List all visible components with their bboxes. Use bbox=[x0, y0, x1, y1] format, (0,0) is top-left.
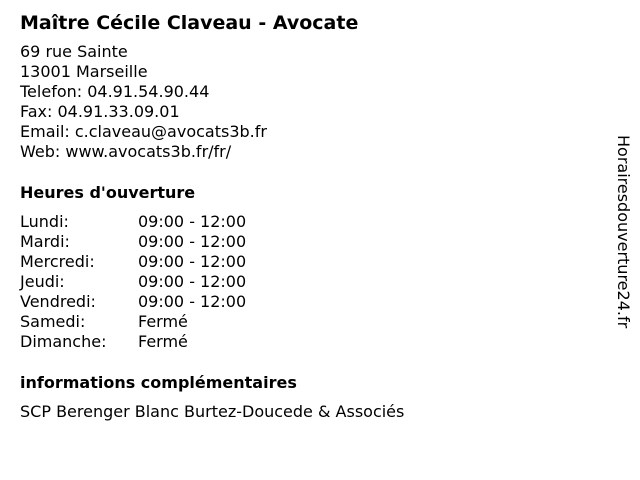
contact-block bbox=[20, 42, 600, 162]
hours-day: Mardi: bbox=[20, 232, 70, 251]
hours-row-samedi bbox=[20, 312, 600, 332]
hours-row-lundi bbox=[20, 212, 600, 232]
fax-number: Fax: 04.91.33.09.01 bbox=[20, 102, 180, 121]
hours-row-dimanche bbox=[20, 332, 600, 352]
hours-time: 09:00 - 12:00 bbox=[138, 212, 247, 231]
hours-time: Fermé bbox=[138, 312, 188, 331]
hours-day: Dimanche: bbox=[20, 332, 107, 351]
additional-info-text: SCP Berenger Blanc Burtez-Doucede & Associés bbox=[20, 402, 405, 421]
hours-day: Samedi: bbox=[20, 312, 86, 331]
hours-day: Lundi: bbox=[20, 212, 69, 231]
business-card bbox=[20, 10, 600, 422]
hours-time: Fermé bbox=[138, 332, 188, 351]
hours-row-vendredi bbox=[20, 292, 600, 312]
hours-day: Jeudi: bbox=[20, 272, 65, 291]
phone-number: Telefon: 04.91.54.90.44 bbox=[20, 82, 210, 101]
opening-hours-heading: Heures d'ouverture bbox=[20, 183, 196, 202]
hours-time: 09:00 - 12:00 bbox=[138, 252, 247, 271]
business-title: Maître Cécile Claveau - Avocate bbox=[20, 12, 359, 34]
hours-time: 09:00 - 12:00 bbox=[138, 292, 247, 311]
opening-hours-table bbox=[20, 212, 600, 352]
hours-row-jeudi bbox=[20, 272, 600, 292]
additional-info-heading: informations complémentaires bbox=[20, 373, 297, 392]
hours-time: 09:00 - 12:00 bbox=[138, 272, 247, 291]
website-link: Web: www.avocats3b.fr/fr/ bbox=[20, 142, 232, 161]
hours-row-mercredi bbox=[20, 252, 600, 272]
address-city: 13001 Marseille bbox=[20, 62, 148, 81]
hours-day: Vendredi: bbox=[20, 292, 96, 311]
site-watermark: Horairesdouverture24.fr bbox=[614, 135, 633, 329]
hours-time: 09:00 - 12:00 bbox=[138, 232, 247, 251]
email-address: Email: c.claveau@avocats3b.fr bbox=[20, 122, 267, 141]
hours-day: Mercredi: bbox=[20, 252, 95, 271]
hours-row-mardi bbox=[20, 232, 600, 252]
address-street: 69 rue Sainte bbox=[20, 42, 128, 61]
